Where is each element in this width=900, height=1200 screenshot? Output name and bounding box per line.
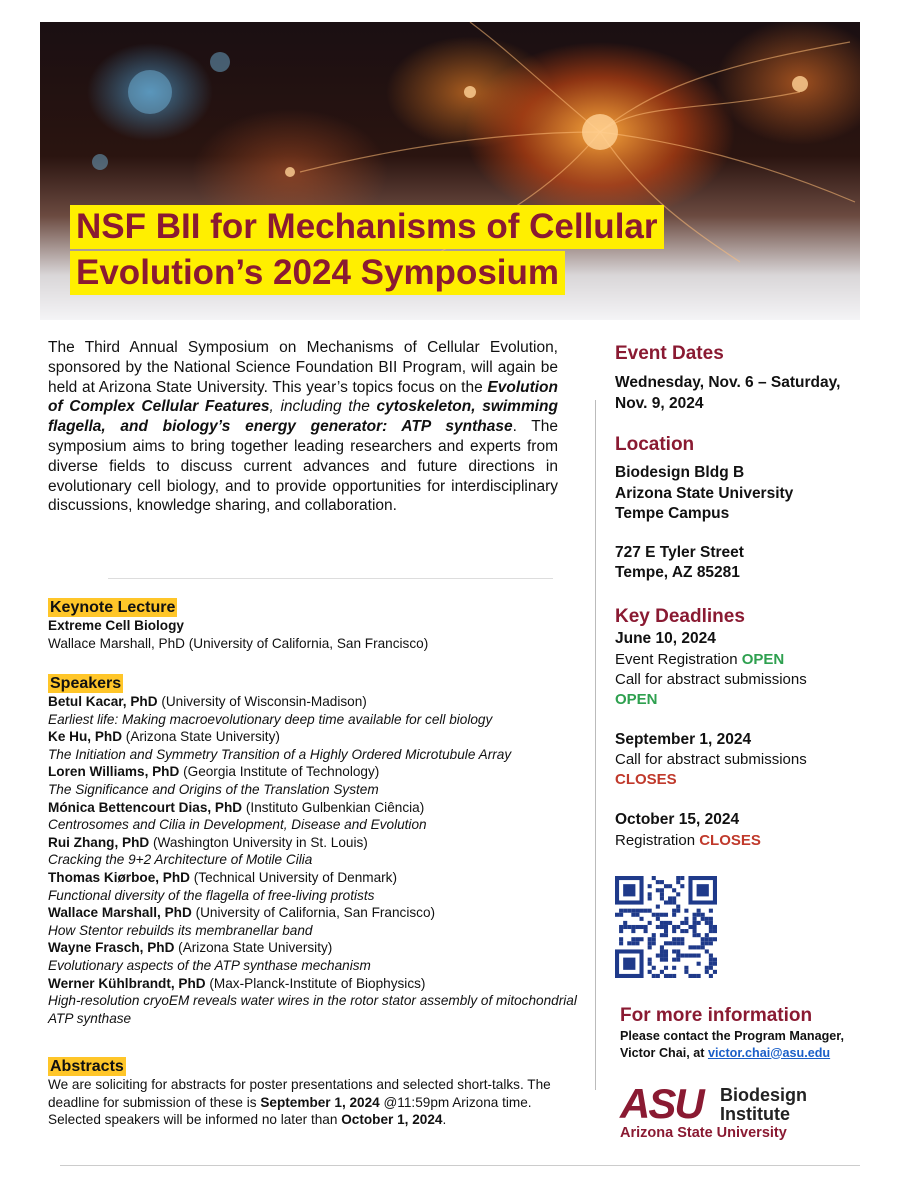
qr-code-icon[interactable] bbox=[615, 876, 717, 978]
speaker-entry bbox=[48, 975, 588, 1028]
divider bbox=[108, 578, 553, 579]
speaker-list bbox=[48, 693, 588, 1027]
logo-university: Arizona State University bbox=[620, 1125, 787, 1141]
talk-title: Evolutionary aspects of the ATP synthase mechanism bbox=[48, 957, 371, 973]
hero-image bbox=[40, 22, 860, 320]
talk-title: Cracking the 9+2 Architecture of Motile Cilia bbox=[48, 852, 313, 868]
topics-highlight: cytoskeleton, swimming flagella, and biology’s energy generator: ATP synthase bbox=[48, 398, 558, 436]
column-divider bbox=[595, 400, 596, 1090]
talk-title: The Significance and Origins of the Translation System bbox=[48, 781, 379, 797]
location-university: Arizona State University bbox=[615, 484, 794, 502]
asu-logo-mark: ASU bbox=[620, 1080, 703, 1127]
talk-title: High-resolution cryoEM reveals water wires in the rotor stator assembly of mitochondrial ATP synthase bbox=[48, 993, 577, 1026]
status-badge: OPEN bbox=[615, 690, 658, 708]
speaker-affiliation: (Technical University of Denmark) bbox=[190, 869, 397, 885]
location-building: Biodesign Bldg B bbox=[615, 464, 745, 481]
deadline-1-registration: Event Registration OPEN bbox=[615, 650, 785, 668]
deadline-1-date: June 10, 2024 bbox=[615, 630, 716, 647]
talk-title: The Initiation and Symmetry Transition of a Highly Ordered Microtubule Array bbox=[48, 746, 512, 762]
title-line-1: NSF BII for Mechanisms of Cellular bbox=[70, 205, 664, 249]
event-dates-block bbox=[615, 342, 875, 414]
speaker-entry bbox=[48, 799, 588, 834]
logo-biodesign: Biodesign bbox=[720, 1085, 808, 1105]
topic-highlight: Evolution of Complex Cellular Features bbox=[48, 378, 558, 416]
speakers-section bbox=[48, 674, 588, 1027]
talk-title: Centrosomes and Cilia in Development, Disease and Evolution bbox=[48, 817, 427, 833]
status-badge: OPEN bbox=[741, 650, 785, 668]
more-info-block bbox=[620, 1004, 880, 1061]
speaker-name: Loren Williams, PhD bbox=[48, 764, 180, 780]
deadline-1-abstracts: Call for abstract submissions OPEN bbox=[615, 670, 807, 708]
more-info-heading: For more information bbox=[620, 1005, 813, 1026]
deadline-3-registration: Registration CLOSES bbox=[615, 831, 761, 849]
address-street: 727 E Tyler Street bbox=[615, 543, 744, 561]
deadline-3-date: October 15, 2024 bbox=[615, 811, 740, 828]
speaker-entry bbox=[48, 693, 588, 728]
speaker-name: Mónica Bettencourt Dias, PhD bbox=[48, 799, 243, 815]
speaker-affiliation: (Arizona State University) bbox=[174, 940, 333, 956]
keynote-speaker: Wallace Marshall, PhD (University of California, San Francisco) bbox=[48, 635, 429, 651]
more-info-text: Please contact the Program Manager, Victor Chai, at victor.chai@asu.edu bbox=[620, 1029, 844, 1060]
speaker-name: Wallace Marshall, PhD bbox=[48, 905, 192, 921]
abstracts-section bbox=[48, 1057, 578, 1129]
keynote-section bbox=[48, 598, 588, 652]
speaker-affiliation: (University of Wisconsin-Madison) bbox=[157, 694, 367, 709]
speaker-affiliation: (Washington University in St. Louis) bbox=[149, 834, 368, 850]
event-dates-value: Wednesday, Nov. 6 – Saturday, Nov. 9, 2024 bbox=[615, 374, 841, 412]
abstracts-text: We are soliciting for abstracts for poster presentations and selected short-talks. The deadline for submission of these is September 1, 2024 @11:59pm Arizona time. Selected speakers will be informed no later than October 1, 2024. bbox=[48, 1077, 551, 1128]
deadlines-block bbox=[615, 605, 875, 851]
address-city: Tempe, AZ 85281 bbox=[615, 564, 740, 581]
intro-paragraph: The Third Annual Symposium on Mechanisms of Cellular Evolution, sponsored by the National Science Foundation BII Program, will again be held at Arizona State University. This year’s topics focus on the Evolution of Complex Cellular Features, including the cytoskeleton, swimming flagella, and biology’s energy generator: ATP synthase. The symposium aims to bring together leading researchers and experts from diverse fields to discuss current advances and future directions in evolutionary cell biology, and to provide opportunities for interdisciplinary discussions, knowledge sharing, and collaboration. bbox=[48, 339, 558, 515]
asu-biodesign-logo bbox=[620, 1080, 860, 1143]
talk-title: Functional diversity of the flagella of free-living protists bbox=[48, 887, 375, 903]
speaker-entry bbox=[48, 728, 588, 763]
speaker-name: Betul Kacar, PhD bbox=[48, 694, 158, 709]
title-line-2: Evolution’s 2024 Symposium bbox=[70, 251, 565, 295]
location-block bbox=[615, 433, 875, 584]
speaker-name: Werner Kühlbrandt, PhD bbox=[48, 975, 206, 991]
speaker-name: Rui Zhang, PhD bbox=[48, 834, 150, 850]
status-badge: CLOSES bbox=[699, 831, 761, 849]
status-badge: CLOSES bbox=[615, 771, 677, 788]
deadline-2-abstracts: Call for abstract submissions CLOSES bbox=[615, 751, 807, 788]
event-dates-heading: Event Dates bbox=[615, 343, 724, 364]
speaker-name: Wayne Frasch, PhD bbox=[48, 940, 175, 956]
speaker-name: Ke Hu, PhD bbox=[48, 729, 123, 745]
speaker-affiliation: (Arizona State University) bbox=[122, 729, 280, 745]
abstracts-heading: Abstracts bbox=[50, 1058, 124, 1075]
deadlines-heading: Key Deadlines bbox=[615, 606, 745, 627]
talk-title: Earliest life: Making macroevolutionary deep time available for cell biology bbox=[48, 711, 493, 727]
speaker-affiliation: (University of California, San Francisco) bbox=[191, 905, 436, 921]
event-title bbox=[70, 205, 664, 297]
speakers-heading: Speakers bbox=[50, 675, 122, 692]
talk-title: How Stentor rebuilds its membranellar band bbox=[48, 922, 313, 938]
deadline-2-date: September 1, 2024 bbox=[615, 730, 752, 748]
speaker-affiliation: (Georgia Institute of Technology) bbox=[179, 764, 380, 780]
contact-email-link[interactable]: victor.chai@asu.edu bbox=[707, 1045, 831, 1060]
logo-institute: Institute bbox=[720, 1104, 790, 1124]
speaker-entry bbox=[48, 904, 588, 939]
location-heading: Location bbox=[615, 434, 695, 455]
speaker-affiliation: (Instituto Gulbenkian Ciência) bbox=[242, 799, 425, 815]
keynote-heading: Keynote Lecture bbox=[50, 599, 176, 616]
footer-divider bbox=[60, 1165, 860, 1166]
speaker-entry bbox=[48, 939, 588, 974]
speaker-affiliation: (Max-Planck-Institute of Biophysics) bbox=[205, 975, 426, 991]
keynote-talk-title: Extreme Cell Biology bbox=[48, 618, 184, 633]
speaker-entry bbox=[48, 834, 588, 869]
location-campus: Tempe Campus bbox=[615, 505, 730, 522]
speaker-entry bbox=[48, 869, 588, 904]
speaker-name: Thomas Kiørboe, PhD bbox=[48, 869, 190, 885]
speaker-entry bbox=[48, 763, 588, 798]
